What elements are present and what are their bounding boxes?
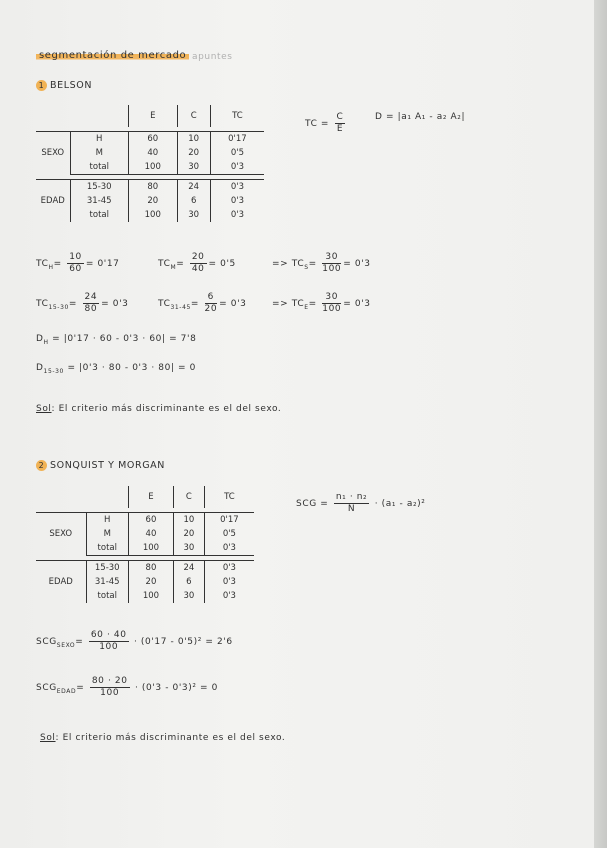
calc-num: 6	[205, 292, 218, 304]
scg-formula	[296, 492, 426, 515]
calc-den: 80	[84, 304, 98, 314]
table-cell: 0'3	[204, 575, 254, 589]
calc-lhs: TC	[36, 299, 49, 309]
table-row	[36, 513, 254, 528]
calc-den: 40	[191, 264, 205, 274]
table-row	[36, 146, 264, 160]
calc-sub: S	[304, 263, 309, 271]
table-cell: 30	[173, 589, 204, 603]
table-cell: 30	[177, 208, 210, 222]
tc-formula-den: E	[336, 124, 344, 134]
table-cell: M	[86, 527, 129, 541]
table-cell: 40	[129, 146, 178, 160]
table-cell: 20	[177, 146, 210, 160]
group-label: SEXO	[41, 148, 65, 159]
scg-sexo-num: 60 · 40	[90, 630, 127, 640]
tc-calc-calc_row1-1: $TC_M=$ $\frac{20}{40}$ = 0'5	[158, 252, 236, 274]
table-cell: H	[86, 513, 129, 528]
solution-2-label: Sol	[40, 733, 56, 743]
scg-edad-sub: EDAD	[56, 687, 77, 695]
calc-num: 20	[191, 252, 205, 262]
calc-num: 10	[69, 252, 82, 262]
calc-lhs: TC	[291, 299, 305, 309]
solution-1-label: Sol	[36, 404, 52, 414]
table-cell: 0'3	[204, 541, 254, 556]
section-2-heading	[36, 460, 165, 471]
page-title: segmentación de mercado	[36, 50, 189, 61]
table-cell: total	[70, 208, 129, 222]
tc-calc-calc_row2-0: $TC_{15-30}=$ $\frac{24}{80}$ = 0'3	[36, 292, 129, 314]
calc-den: 100	[322, 264, 342, 274]
table-row	[36, 160, 264, 175]
table-row	[36, 561, 254, 576]
scg-formula-lhs: SCG =	[296, 499, 329, 509]
calc-sub: 15-30	[48, 303, 69, 311]
section-2-name: SONQUIST Y MORGAN	[50, 460, 165, 471]
calc-rhs: = 0'3	[343, 259, 371, 269]
calc-sub: H	[48, 263, 54, 271]
table-cell: 0'3	[210, 194, 264, 208]
table-cell: 100	[129, 589, 174, 603]
section-1-number: 1	[36, 80, 47, 91]
tc-formula-num: C	[336, 112, 344, 122]
scg-sexo-rhs: · (0'17 - 0'5)² = 2'6	[134, 637, 233, 647]
header-cell: TC	[204, 486, 254, 508]
d-edad-sub: 15-30	[43, 367, 64, 375]
d-edad-calc	[36, 363, 196, 375]
table-cell: 0'17	[204, 513, 254, 528]
calc-sub: M	[170, 263, 177, 271]
page-subtitle: apuntes	[192, 52, 233, 62]
belson-table	[36, 105, 264, 222]
page-edge	[594, 0, 607, 848]
header-cell: TC	[210, 105, 264, 127]
table-row	[36, 132, 264, 147]
table-cell: 15-30	[86, 561, 129, 576]
tc-calc-calc_row2-2: => $TC_E=$ $\frac{30}{100}$ = 0'3	[272, 292, 371, 314]
scg-formula-num: n₁ · n₂	[335, 492, 368, 502]
table-cell: 0'3	[210, 208, 264, 222]
table-cell: 31-45	[70, 194, 129, 208]
table-cell: 0'3	[210, 180, 264, 195]
scg-sexo-calc: $SCG_{SEXO}=$ $\frac{60 \cdot 40}{100}$ · (0'17 - 0'5)² = 2'6	[36, 630, 233, 652]
table-cell: 80	[129, 180, 178, 195]
table-cell: 20	[173, 527, 204, 541]
d-edad-lhs: D	[36, 363, 44, 373]
calc-lhs: TC	[158, 299, 171, 309]
implies-arrow: =>	[272, 299, 289, 309]
table-cell: 24	[177, 180, 210, 195]
d-sexo-rhs: = |0'17 · 60 - 0'3 · 60| = 7'8	[52, 334, 197, 344]
table-cell: 0'3	[204, 589, 254, 603]
group-label: EDAD	[40, 196, 65, 206]
tc-formula-lhs: TC =	[305, 119, 330, 129]
scg-edad-lhs: SCG	[36, 683, 57, 693]
calc-rhs: = 0'5	[208, 259, 236, 269]
table-cell: 60	[129, 513, 174, 528]
calc-sub: 31-45	[170, 303, 191, 311]
table-cell: 20	[129, 575, 174, 589]
scg-sexo-sub: SEXO	[56, 641, 76, 649]
calc-num: 24	[84, 292, 98, 302]
table-cell: 60	[129, 132, 178, 147]
tc-calc-calc_row1-2: => $TC_S=$ $\frac{30}{100}$ = 0'3	[272, 252, 371, 274]
table-cell: total	[70, 160, 129, 175]
table-cell: 10	[177, 132, 210, 147]
solution-2-text: : El criterio más discriminante es el del sexo.	[55, 733, 286, 743]
solution-2	[40, 733, 285, 743]
calc-num: 30	[322, 292, 341, 304]
calc-den: 100	[322, 304, 342, 314]
calc-den: 60	[69, 264, 82, 274]
section-1-name: BELSON	[50, 80, 93, 91]
table-cell: 31-45	[86, 575, 129, 589]
calc-lhs: TC	[36, 259, 49, 269]
table-cell: 100	[129, 541, 174, 556]
calc-rhs: = 0'17	[85, 259, 120, 269]
table-cell: 80	[129, 561, 174, 576]
table-cell: 0'17	[210, 132, 264, 147]
table-cell: total	[86, 541, 129, 556]
header-cell: E	[129, 105, 178, 127]
tc-calc-calc_row1-0: $TC_H=$ $\frac{10}{60}$ = 0'17	[36, 252, 120, 274]
table-row	[36, 208, 264, 222]
group-label: SEXO	[49, 529, 73, 540]
table-cell: 100	[129, 160, 178, 175]
table-cell: 30	[177, 160, 210, 175]
scg-sexo-den: 100	[99, 642, 119, 652]
table-cell: 30	[173, 541, 204, 556]
calc-sub: E	[304, 303, 309, 311]
table-cell: 20	[129, 194, 178, 208]
d-edad-rhs: = |0'3 · 80 - 0'3 · 80| = 0	[67, 363, 196, 373]
d-sexo-sub: H	[43, 338, 49, 346]
table-cell: total	[86, 589, 129, 603]
group-label: EDAD	[48, 577, 73, 587]
calc-num: 30	[322, 252, 341, 264]
table-cell: 100	[129, 208, 178, 222]
d-sexo-calc	[36, 334, 196, 346]
table-cell: 10	[173, 513, 204, 528]
table-cell: 24	[173, 561, 204, 576]
calc-rhs: = 0'3	[343, 299, 371, 309]
calc-lhs: TC	[291, 259, 305, 269]
solution-1-text: : El criterio más discriminante es el del sexo.	[51, 404, 282, 414]
table-cell: 15-30	[70, 180, 129, 195]
calc-rhs: = 0'3	[219, 299, 247, 309]
sonquist-table	[36, 486, 254, 603]
section-2-number: 2	[36, 460, 47, 471]
table-cell: 0'5	[204, 527, 254, 541]
section-1-heading	[36, 80, 92, 91]
table-row	[36, 180, 264, 195]
calc-rhs: = 0'3	[101, 299, 129, 309]
d-sexo-lhs: D	[36, 334, 44, 344]
implies-arrow: =>	[272, 259, 289, 269]
table-cell: 6	[177, 194, 210, 208]
solution-1	[36, 404, 281, 414]
scg-formula-rhs: · (a₁ - a₂)²	[374, 499, 426, 509]
header-cell: C	[177, 105, 210, 127]
d-formula: D = |a₁ A₁ - a₂ A₂|	[375, 112, 466, 122]
table-cell: 0'3	[210, 160, 264, 175]
table-cell: M	[70, 146, 129, 160]
header-cell: C	[173, 486, 204, 508]
table-row	[36, 194, 264, 208]
header-cell: E	[129, 486, 174, 508]
tc-calc-calc_row2-1: $TC_{31-45}=$ $\frac{6}{20}$ = 0'3	[158, 292, 247, 314]
table-cell: 6	[173, 575, 204, 589]
calc-lhs: TC	[158, 259, 171, 269]
table-cell: H	[70, 132, 129, 147]
scg-edad-rhs: · (0'3 - 0'3)² = 0	[134, 683, 218, 693]
calc-den: 20	[204, 304, 218, 314]
scg-formula-den: N	[347, 504, 356, 514]
scg-sexo-lhs: SCG	[36, 637, 57, 647]
table-cell: 0'3	[204, 561, 254, 576]
scg-edad-calc: $SCG_{EDAD}=$ $\frac{80 \cdot 20}{100}$ · (0'3 - 0'3)² = 0	[36, 676, 218, 698]
tc-formula	[305, 112, 347, 135]
table-cell: 40	[129, 527, 174, 541]
table-cell: 0'5	[210, 146, 264, 160]
scg-edad-num: 80 · 20	[91, 676, 128, 686]
scg-edad-den: 100	[100, 688, 120, 698]
